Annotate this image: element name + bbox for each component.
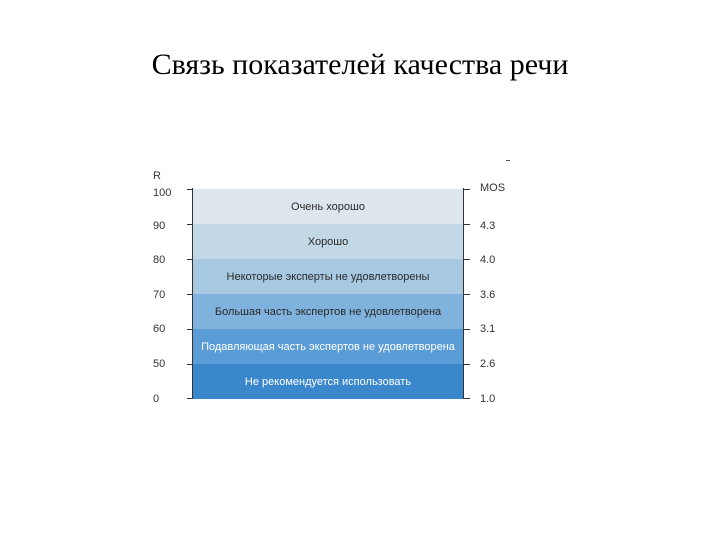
left-tickmark [187, 329, 193, 330]
left-tick: 100 [153, 187, 172, 199]
left-tickmark [187, 294, 193, 295]
right-tick: 1.0 [480, 393, 496, 405]
quality-band: Некоторые эксперты не удовлетворены [193, 259, 463, 294]
quality-band: Не рекомендуется использовать [193, 364, 463, 399]
left-tick: 80 [153, 254, 166, 266]
right-tick: 2.6 [480, 358, 496, 370]
left-tick: 90 [153, 220, 166, 232]
quality-band: Большая часть экспертов не удовлетворена [193, 294, 463, 329]
left-tickmark [187, 224, 193, 225]
left-tick: 70 [153, 289, 166, 301]
right-tick: 4.3 [480, 220, 496, 232]
left-tick: 0 [153, 393, 160, 405]
corner-mark [506, 160, 510, 161]
quality-band: Очень хорошо [193, 189, 463, 224]
right-axis-title: MOS [480, 182, 506, 194]
right-tick: 4.0 [480, 254, 496, 266]
left-tick: 60 [153, 323, 166, 335]
right-tickmark [464, 398, 470, 399]
right-tickmark [464, 329, 470, 330]
slide-title: Связь показателей качества речи [151, 48, 569, 81]
right-tickmark [464, 364, 470, 365]
left-tickmark [187, 259, 193, 260]
right-tickmark [464, 189, 470, 190]
left-tickmark [187, 189, 193, 190]
left-tickmark [187, 364, 193, 365]
right-tick: 3.1 [480, 323, 496, 335]
right-tickmark [464, 294, 470, 295]
left-tick: 50 [153, 358, 166, 370]
right-tickmark [464, 259, 470, 260]
left-axis-title: R [153, 170, 161, 182]
quality-band: Хорошо [193, 224, 463, 259]
right-tickmark [464, 224, 470, 225]
left-tickmark [187, 398, 193, 399]
quality-band: Подавляющая часть экспертов не удовлетворена [193, 329, 463, 364]
right-tick: 3.6 [480, 289, 496, 301]
